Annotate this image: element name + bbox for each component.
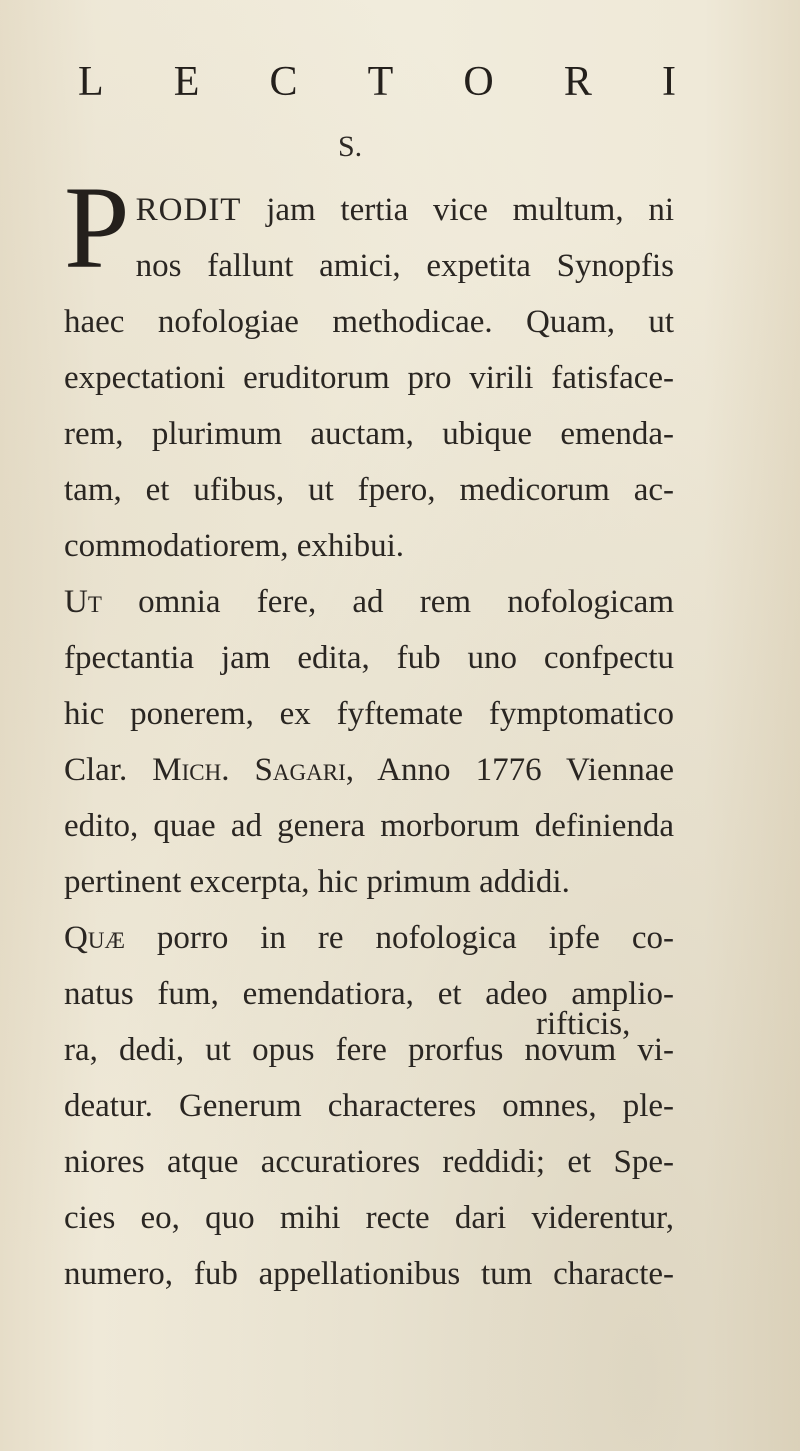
author-name: Mich. Sagari — [152, 752, 346, 788]
lead-word: Ut — [64, 584, 102, 620]
heading-letter: R — [563, 59, 594, 105]
text-line: edito, quae ad genera morborum definienda — [64, 808, 674, 844]
text-line: expectationi eruditorum pro virili fatisface- — [64, 360, 674, 396]
page-heading-continuation: S. — [338, 130, 363, 163]
line-text: porro in re nofologica ipfe co- — [124, 920, 674, 956]
page-heading — [78, 58, 678, 106]
catchword: rifticis, — [536, 1006, 631, 1042]
heading-letter: T — [367, 59, 396, 105]
drop-capital: P — [64, 162, 130, 293]
text-line: niores atque accuratiores reddidi; et Spe- — [64, 1144, 674, 1180]
line-text: jam tertia vice multum, ni — [241, 192, 674, 228]
line-text: , Anno 1776 Viennae — [345, 752, 674, 788]
text-line — [64, 182, 674, 238]
body-text — [64, 162, 674, 1302]
heading-letter: I — [662, 59, 678, 105]
line-text: omnia fere, ad rem nofologicam — [101, 584, 674, 620]
text-line: numero, fub appellationibus tum characte- — [64, 1256, 674, 1292]
text-line: rem, plurimum auctam, ubique emenda- — [64, 416, 674, 452]
text-line: pertinent excerpta, hic primum addidi. — [64, 864, 570, 900]
text-line: natus fum, emendatiora, et adeo amplio- — [64, 976, 674, 1012]
text-line — [64, 742, 674, 798]
lead-word: Quæ — [64, 920, 125, 956]
text-line: nos fallunt amici, expetita Synopfis — [135, 248, 674, 284]
heading-letter: E — [173, 59, 202, 105]
text-line: haec nofologiae methodicae. Quam, ut — [64, 304, 674, 340]
text-line: cies eo, quo mihi recte dari viderentur, — [64, 1200, 674, 1236]
heading-letter: O — [463, 59, 496, 105]
text-line: ra, dedi, ut opus fere prorfus novum vi- — [64, 1032, 674, 1068]
text-line: hic ponerem, ex fyftemate fymptomatico — [64, 696, 674, 732]
line-text: Clar. — [64, 752, 153, 788]
heading-letter: L — [78, 59, 106, 105]
heading-letter: C — [269, 59, 300, 105]
lead-word: RODIT — [135, 192, 242, 228]
text-line: deatur. Generum characteres omnes, ple- — [64, 1088, 674, 1124]
text-line — [64, 574, 674, 630]
text-line: fpectantia jam edita, fub uno confpectu — [64, 640, 674, 676]
text-line: tam, et ufibus, ut fpero, medicorum ac- — [64, 472, 674, 508]
text-line: commodatiorem, exhibui. — [64, 528, 405, 564]
text-line — [64, 910, 674, 966]
